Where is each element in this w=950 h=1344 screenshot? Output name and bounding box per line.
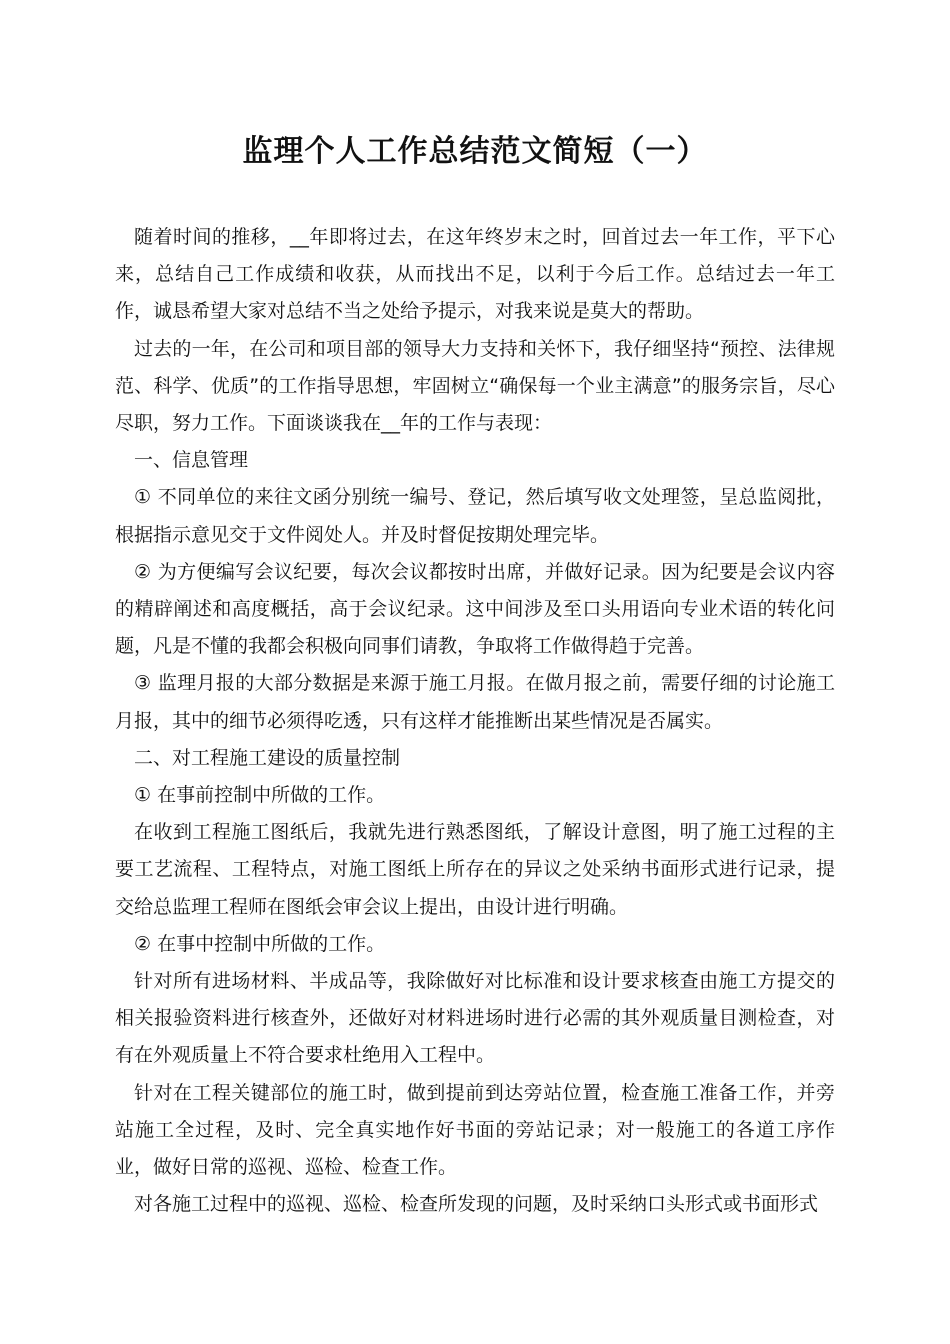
section-heading-info-management: 一、信息管理 <box>134 449 249 472</box>
paragraph-pre-control: 在收到工程施工图纸后，我就先进行熟悉图纸，了解设计意图，明了施工过程的主要工艺流程、工程特点，对施工图纸上所存在的异议之处采纳书面形式进行记录，提交给总监理工程师在图纸会审会议上提出，由设计进行明确。 <box>115 821 835 918</box>
paragraph-past-year: 过去的一年，在公司和项目部的领导大力支持和关怀下，我仔细坚持“预控、法律规范、科学、优质”的工作指导思想，牢固树立“确保每一个业主满意”的服务宗旨，尽心尽职，努力工作。下面谈谈我在__年的工作与表现： <box>115 337 835 435</box>
section-heading-quality-control: 二、对工程施工建设的质量控制 <box>134 746 401 769</box>
subheading-pre-control: ① 在事前控制中所做的工作。 <box>134 784 386 807</box>
paragraph-issues: 对各施工过程中的巡视、巡检、检查所发现的问题，及时采纳口头形式或书面形式 <box>134 1193 819 1216</box>
subheading-in-process-control: ② 在事中控制中所做的工作。 <box>134 932 386 955</box>
paragraph-intro: 随着时间的推移，__年即将过去，在这年终岁末之时，回首过去一年工作，平下心来，总结自己工作成绩和收获，从而找出不足，以利于今后工作。总结过去一年工作，诚恳希望大家对总结不当之处给予提示，对我来说是莫大的帮助。 <box>115 226 835 323</box>
list-item-2: ② 为方便编写会议纪要，每次会议都按时出席，并做好记录。因为纪要是会议内容的精辟阐述和高度概括，高于会议纪录。这中间涉及至口头用语向专业术语的转化问题，凡是不懂的我都会积极向同事们请教，争取将工作做得趋于完善。 <box>115 560 835 658</box>
document-body <box>115 219 835 1223</box>
list-item-3: ③ 监理月报的大部分数据是来源于施工月报。在做月报之前，需要仔细的讨论施工月报，其中的细节必须得吃透，只有这样才能推断出某些情况是否属实。 <box>115 672 835 732</box>
paragraph-key-parts: 针对在工程关键部位的施工时，做到提前到达旁站位置，检查施工准备工作，并旁站施工全过程，及时、完全真实地作好书面的旁站记录；对一般施工的各道工序作业，做好日常的巡视、巡检、检查工作。 <box>115 1081 835 1179</box>
list-item-1: ① 不同单位的来往文函分别统一编号、登记，然后填写收文处理签，呈总监阅批，根据指示意见交于文件阅处人。并及时督促按期处理完毕。 <box>115 486 835 546</box>
paragraph-materials: 针对所有进场材料、半成品等，我除做好对比标准和设计要求核查由施工方提交的相关报验资料进行核查外，还做好对材料进场时进行必需的其外观质量目测检查，对有在外观质量上不符合要求杜绝用入工程中。 <box>115 970 835 1067</box>
document-title: 监理个人工作总结范文简短（一） <box>242 134 708 169</box>
